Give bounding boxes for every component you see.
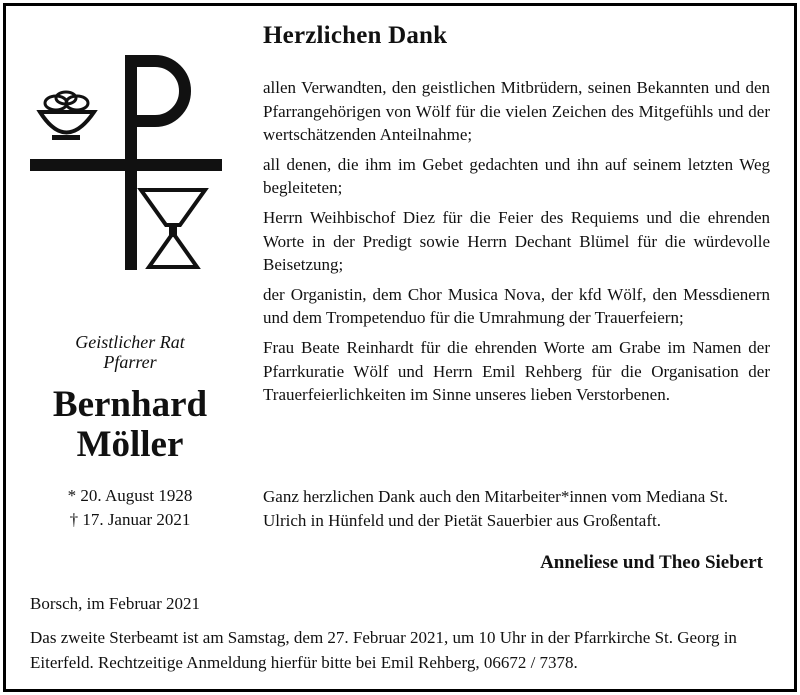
paragraph: der Organistin, dem Chor Musica Nova, der kfd Wölf, den Messdienern und dem Trompetenduo für die Umrahmung der Trauerfeiern; <box>263 284 770 328</box>
service-note: Das zweite Sterbeamt ist am Samstag, dem 27. Februar 2021, um 10 Uhr in der Pfarrkirche St. Georg in Eiterfeld. Rechtzeitige Anmeldung hierfür bitte bei Emil Rehberg, 06672 / 7378. <box>30 628 737 672</box>
thanks-paragraphs <box>263 76 770 413</box>
title-line-2: Pfarrer <box>103 352 157 372</box>
deceased-title <box>30 332 230 372</box>
place-date: Borsch, im Februar 2021 <box>30 594 200 613</box>
life-dates <box>30 484 230 532</box>
last-name: Möller <box>76 424 184 465</box>
birth-date: * 20. August 1928 <box>67 486 193 505</box>
closing-thanks: Ganz herzlichen Dank auch den Mitarbeiter*innen vom Mediana St. Ulrich in Hünfeld und der Pietät Sauerbier aus Großentaft. <box>263 487 728 530</box>
paragraph: Frau Beate Reinhardt für die ehrenden Worte am Grabe im Namen der Pfarrkuratie Wölf und Herrn Emil Rehberg für die Organisation der Trauerfeierlichkeiten im Sinne unseres lieben Verstorbenen. <box>263 337 770 405</box>
paragraph: all denen, die ihm im Gebet gedachten und ihn auf seinem letzten Weg begleiteten; <box>263 154 770 198</box>
title-line-1: Geistlicher Rat <box>75 332 185 352</box>
page-title: Herzlichen Dank <box>263 22 448 49</box>
cross-bread-chalice-icon <box>30 55 225 270</box>
first-name: Bernhard <box>52 384 208 425</box>
paragraph: Herrn Weihbischof Diez für die Feier des Requiems und die ehrenden Worte in der Predigt sowie Herrn Dechant Blümel für die würdevolle Beisetzung; <box>263 207 770 275</box>
death-date: † 17. Januar 2021 <box>69 510 191 529</box>
paragraph: allen Verwandten, den geistlichen Mitbrüdern, seinen Bekannten und den Pfarrangehörigen von Wölf für die vielen Zeichen des Mitgefühls und der wertschätzenden Anteilnahme; <box>263 78 770 145</box>
deceased-name <box>30 385 230 465</box>
signature: Anneliese und Theo Siebert <box>540 552 763 573</box>
